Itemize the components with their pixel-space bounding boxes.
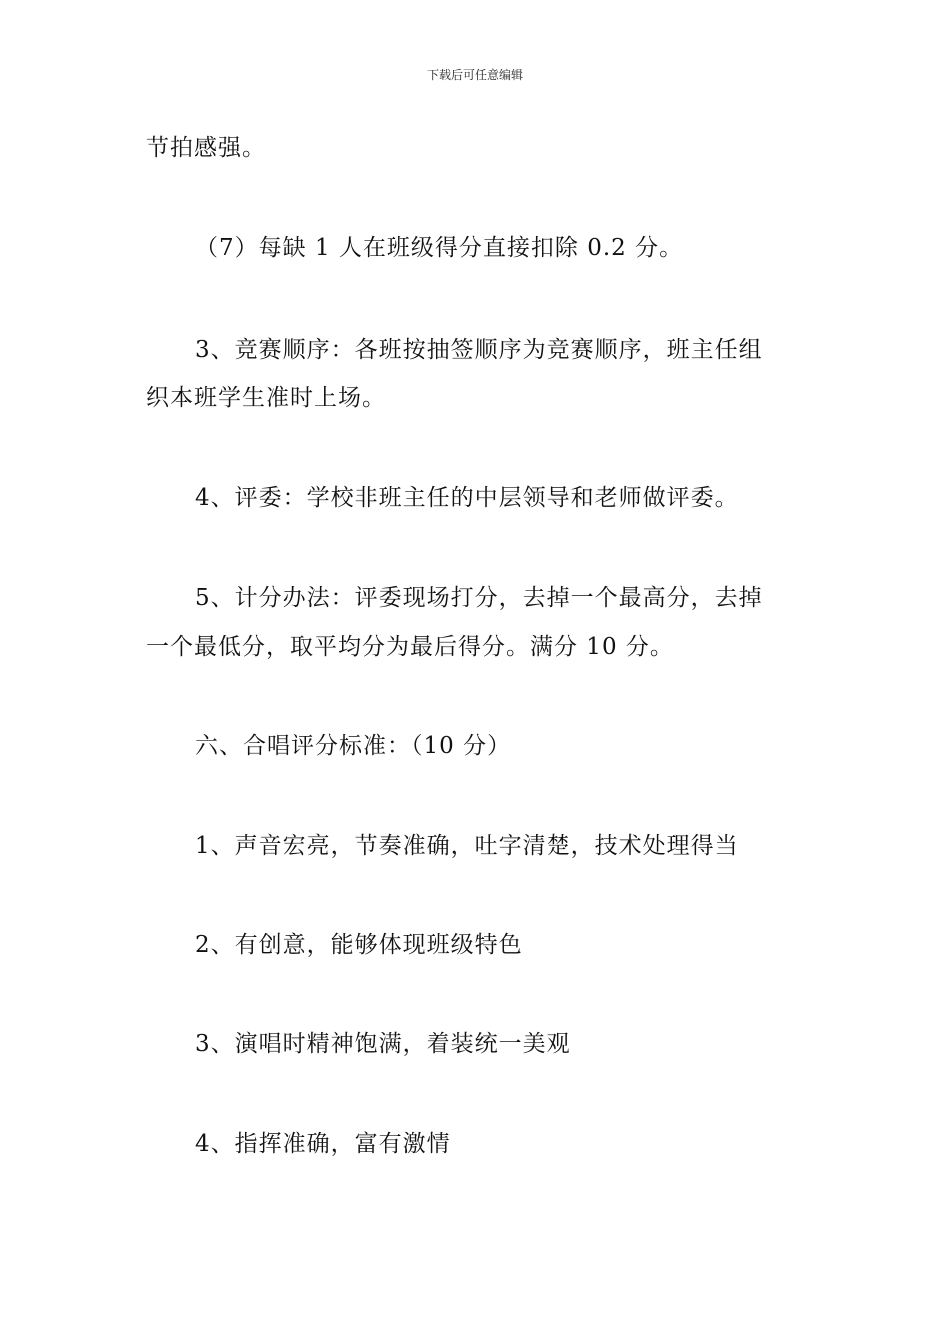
paragraph-rule-7: （7）每缺 1 人在班级得分直接扣除 0.2 分。 [195, 235, 684, 261]
criterion-4: 4、指挥准确，富有激情 [195, 1131, 451, 1157]
criterion-1: 1、声音宏亮，节奏准确，吐字清楚，技术处理得当 [195, 833, 739, 859]
paragraph-continuation: 节拍感强。 [146, 135, 266, 161]
section-heading: 六、合唱评分标准：（10 分） [195, 733, 512, 759]
paragraph-scoring-line-2: 一个最低分，取平均分为最后得分。满分 10 分。 [146, 634, 674, 660]
criterion-3: 3、演唱时精神饱满，着装统一美观 [195, 1031, 571, 1057]
paragraph-scoring-line-1: 5、计分办法：评委现场打分，去掉一个最高分，去掉 [195, 585, 763, 611]
paragraph-order-line-1: 3、竞赛顺序：各班按抽签顺序为竞赛顺序，班主任组 [195, 337, 763, 363]
page-header: 下载后可任意编辑 [426, 68, 523, 82]
paragraph-judges: 4、评委：学校非班主任的中层领导和老师做评委。 [195, 485, 739, 511]
criterion-2: 2、有创意，能够体现班级特色 [195, 932, 523, 958]
paragraph-order-line-2: 织本班学生准时上场。 [146, 385, 386, 411]
